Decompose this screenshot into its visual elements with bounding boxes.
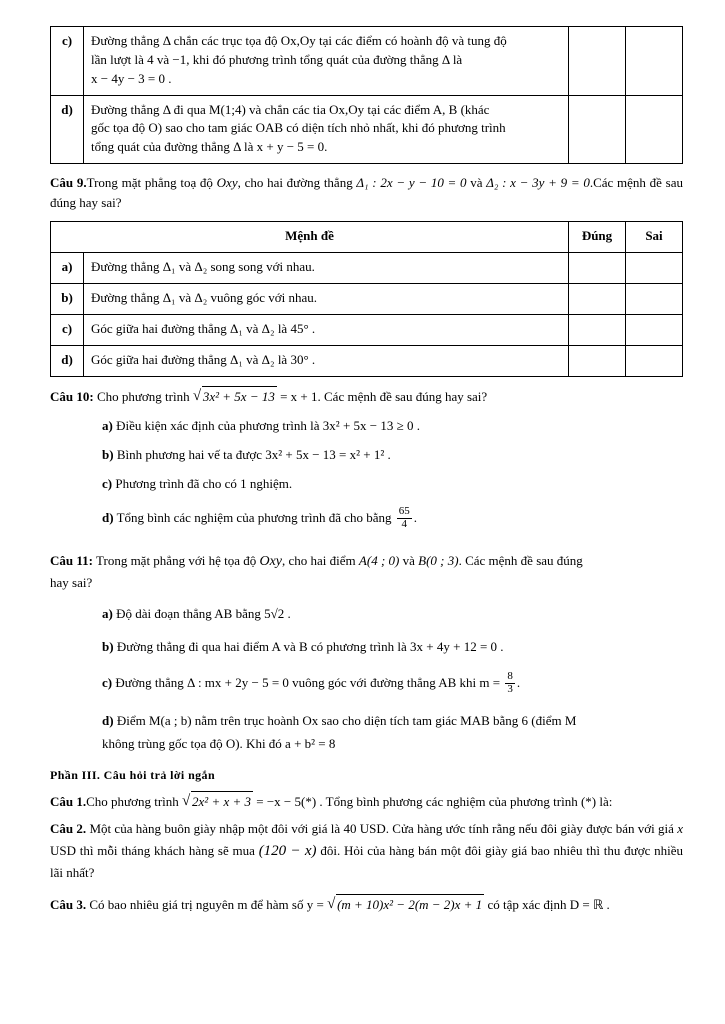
question-11-item-a (102, 604, 683, 624)
item-label: d) (102, 713, 114, 729)
part3-question-2: Câu 2. Một của hàng buôn giày nhập một đôi với giá là 40 USD. Cửa hàng ước tính rằng nếu đôi giày được bán với giá x USD thì mỗi tháng khách hàng sẽ mua (120 − x) đôi. Hỏi của hàng bán một đôi giày giá bao nhiêu thì thu được nhiều lãi nhất? (50, 821, 684, 880)
statement-line: gốc tọa độ O) sao cho tam giác OAB có diện tích nhỏ nhất, khi đó phương trình (91, 120, 506, 136)
part3-heading: Phần III. Câu hỏi trả lời ngắn (50, 767, 216, 782)
row-label: b) (51, 284, 84, 315)
fraction: $\frac{8}{3}$ (507, 670, 513, 695)
question-label: Câu 1. (50, 794, 87, 810)
coord-system: Oxy (259, 554, 283, 570)
question-10-item-a (102, 416, 683, 436)
question-10-label: Câu 10: (50, 388, 94, 404)
item-label: a) (102, 417, 113, 433)
item-label: c) (102, 675, 113, 691)
item-text: Tổng bình các nghiệm của phương trình đã cho bằng (116, 510, 395, 526)
row-statement (84, 27, 569, 96)
part3-question-3: Câu 3. Có bao nhiêu giá trị nguyên m để hàm số y = √ (m + 10)x² − 2(m − 2)x + 1 có tập xác định D = ℝ . (50, 894, 683, 915)
answer-cell-false[interactable] (626, 253, 683, 284)
equation-2: Δ₂ : x − 3y + 9 = 0 (486, 175, 590, 191)
answer-cell-true[interactable] (569, 345, 626, 376)
table-row (51, 314, 683, 345)
statement-line: lần lượt là 4 và −1, khi đó phương trình tổng quát của đường thẳng Δ là (91, 51, 463, 67)
item-label: b) (102, 639, 114, 655)
statement-line: tổng quát của đường thẳng Δ là x + y − 5 = 0. (91, 139, 328, 155)
question-11-item-c: c) Đường thẳng Δ : mx + 2y − 5 = 0 vuông góc với đường thẳng AB khi m = $\frac{8}{3}$ . (102, 670, 521, 695)
question-11-stem: Câu 11: Trong mặt phẳng với hệ tọa độ Oxy, cho hai điểm A(4 ; 0) và B(0 ; 3). Các mệnh đề sau đúng (50, 553, 583, 570)
question-10-item-b (102, 445, 683, 465)
question-11-item-d (102, 711, 683, 731)
table-row (51, 345, 683, 376)
price-value: 40 (343, 821, 357, 837)
answer-cell-true[interactable] (569, 95, 626, 164)
table-row (51, 27, 683, 96)
point-b: B(0 ; 3) (418, 553, 459, 569)
equation-1: Δ₁ : 2x − y − 10 = 0 (356, 175, 467, 191)
answer-cell-false[interactable] (626, 27, 683, 96)
question-10-item-c (102, 474, 683, 494)
variable-x: x (677, 821, 683, 837)
point-a: A(4 ; 0) (358, 553, 400, 569)
statement-line: Đường thẳng Δ chắn các trục tọa độ Ox,Oy tại các điểm có hoành độ và tung độ (91, 33, 507, 48)
item-text: Đường thẳng đi qua hai điểm A và B có phương trình là 3x + 4y + 12 = 0 . (116, 639, 504, 655)
row-label: a) (51, 253, 84, 284)
answer-cell-false[interactable] (626, 314, 683, 345)
header-true: Đúng (569, 222, 626, 253)
row-statement: Đường thẳng Δ₁ và Δ₂ song song với nhau. (84, 253, 569, 284)
table-row (51, 253, 683, 284)
question-11-item-b (102, 637, 683, 657)
row-statement: Góc giữa hai đường thẳng Δ₁ và Δ₂ là 30° . (84, 345, 569, 376)
answer-cell-false[interactable] (626, 284, 683, 315)
answer-cell-true[interactable] (569, 253, 626, 284)
answer-cell-false[interactable] (626, 95, 683, 164)
item-label: c) (102, 475, 113, 491)
question-9-stem: Câu 9.Trong mặt phẳng toạ độ Oxy, cho hai đường thẳng Δ₁ : 2x − y − 10 = 0 và Δ₂ : x − 3y + 9 = 0.Các mệnh đề sau đúng hay sai? (50, 175, 683, 211)
item-text: Phương trình đã cho có 1 nghiệm. (115, 475, 293, 491)
row-label: d) (51, 345, 84, 376)
sqrt-expression: √ (m + 10)x² − 2(m − 2)x + 1 (327, 894, 484, 915)
header-false: Sai (626, 222, 683, 253)
demand-expression: (120 − x) (258, 842, 317, 859)
item-text: Bình phương hai vế ta được 3x² + 5x − 13 = x² + 1² . (116, 446, 391, 462)
statements-table-cau9 (50, 221, 683, 376)
item-text: Đường thẳng Δ : mx + 2y − 5 = 0 vuông góc với đường thẳng AB khi m = (115, 675, 504, 691)
statements-table-top (50, 26, 683, 164)
item-label: b) (102, 446, 114, 462)
row-label: c) (51, 27, 84, 96)
item-label: d) (102, 510, 114, 526)
row-statement: Góc giữa hai đường thẳng Δ₁ và Δ₂ là 45° . (84, 314, 569, 345)
part3-question-1: Câu 1.Cho phương trình √ 2x² + x + 3 = −x − 5(*) . Tổng bình phương các nghiệm của phương trình (*) là: (50, 791, 683, 812)
item-text: Điểm M(a ; b) nằm trên trục hoành Ox sao cho diện tích tam giác MAB bằng 6 (điểm M (116, 713, 577, 729)
question-11-stem-line2: hay sai? (50, 574, 93, 590)
row-label: d) (51, 95, 84, 164)
question-label: Câu 3. (50, 896, 87, 912)
sqrt-expression: √ 2x² + x + 3 (182, 791, 253, 812)
question-10-item-d: d) Tổng bình các nghiệm của phương trình đã cho bằng $\frac{65}{4}$ . (102, 505, 418, 530)
row-statement: Đường thẳng Δ₁ và Δ₂ vuông góc với nhau. (84, 284, 569, 315)
statement-line: x − 4y − 3 = 0 . (91, 70, 172, 86)
row-statement (84, 95, 569, 164)
answer-cell-false[interactable] (626, 345, 683, 376)
answer-cell-true[interactable] (569, 314, 626, 345)
question-9-label: Câu 9. (50, 175, 87, 191)
coord-system: Oxy (216, 175, 238, 191)
header-statement: Mệnh đề (51, 222, 569, 253)
question-11-label: Câu 11: (50, 553, 93, 569)
question-10-stem: Câu 10: Cho phương trình √ 3x² + 5x − 13 = x + 1. Các mệnh đề sau đúng hay sai? (50, 386, 683, 407)
sqrt-expression: √ 3x² + 5x − 13 (193, 386, 277, 407)
item-text: Điều kiện xác định của phương trình là 3x² + 5x − 13 ≥ 0 . (116, 417, 420, 433)
row-label: c) (51, 314, 84, 345)
question-11-item-d-line2: không trùng gốc tọa độ O). Khi đó a + b² = 8 (102, 735, 336, 751)
table-header-row (51, 222, 683, 253)
question-label: Câu 2. (50, 821, 87, 837)
table-row (51, 284, 683, 315)
answer-cell-true[interactable] (569, 284, 626, 315)
fraction: $\frac{65}{4}$ (398, 505, 410, 530)
answer-cell-true[interactable] (569, 27, 626, 96)
table-row (51, 95, 683, 164)
item-text: Độ dài đoạn thẳng AB bằng 5√2 . (116, 606, 291, 622)
statement-line: Đường thẳng Δ đi qua M(1;4) và chắn các tia Ox,Oy tại các điểm A, B (khác (91, 101, 490, 117)
item-label: a) (102, 606, 113, 622)
